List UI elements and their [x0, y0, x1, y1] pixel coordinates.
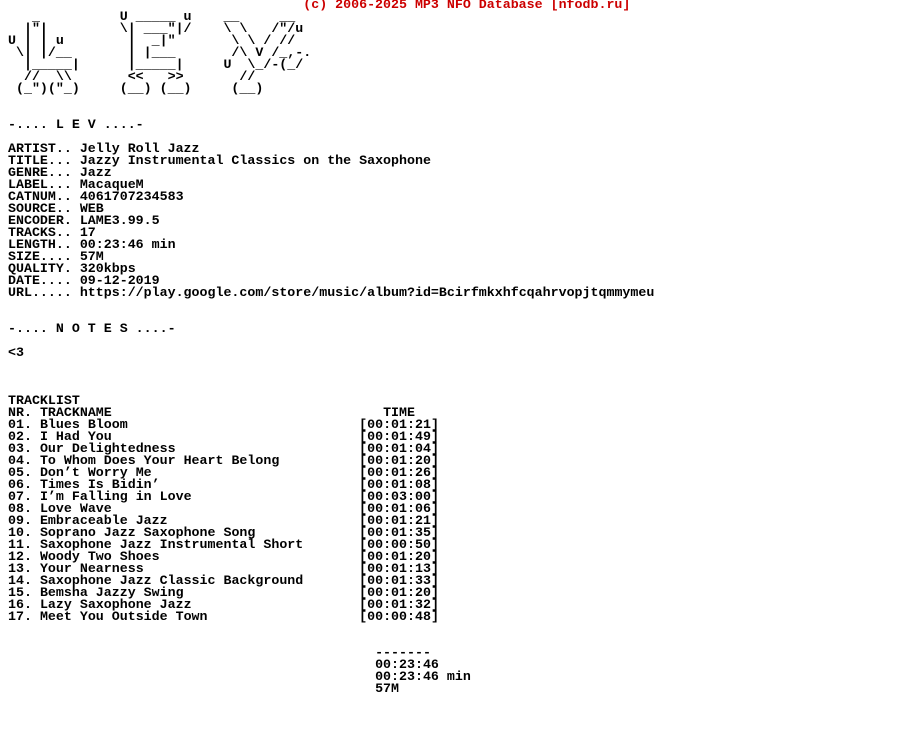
track-time: [00:01:32] — [359, 597, 439, 612]
release-info-key: URL..... — [8, 285, 72, 300]
release-info-row — [8, 287, 654, 299]
release-info-key: SOURCE.. — [8, 201, 72, 216]
track-name: I’m Falling in Love — [39, 489, 192, 504]
ascii-art-line: |_____| |_____| U \_/-(_/ — [8, 57, 304, 72]
track-name: Meet You Outside Town — [39, 609, 208, 624]
track-time: [00:00:48] — [359, 609, 439, 624]
track-number: 09. — [8, 513, 32, 528]
tracklist-block — [8, 419, 654, 623]
release-info-key: LABEL... — [8, 177, 72, 192]
release-info-row — [8, 239, 654, 251]
track-name: Our Delightedness — [39, 441, 176, 456]
release-info-key: ENCODER. — [8, 213, 72, 228]
ascii-art-line: // \\ << >> // — [8, 69, 256, 84]
track-number: 17. — [8, 609, 32, 624]
track-name: Your Nearness — [39, 561, 144, 576]
release-info-key: ARTIST.. — [8, 141, 72, 156]
ascii-art-line: _ U _____ u __ __ — [8, 9, 296, 24]
track-number: 02. — [8, 429, 32, 444]
track-name: Love Wave — [39, 501, 112, 516]
release-info-value: https://play.google.com/store/music/album?id=Bcirfmkxhfcqahrvopjtqmmymeu — [79, 285, 655, 300]
track-number: 06. — [8, 477, 32, 492]
release-info-value: MacaqueM — [79, 177, 144, 192]
track-name: Don’t Worry Me — [39, 465, 152, 480]
release-info-value: WEB — [79, 201, 104, 216]
release-info-row — [8, 191, 654, 203]
ascii-art-line: \| |/__ | |___ /\ V /_,-. — [8, 45, 312, 60]
release-info-value: 57M — [79, 249, 104, 264]
track-name: Times Is Bidin’ — [39, 477, 160, 492]
track-name: Lazy Saxophone Jazz — [39, 597, 192, 612]
tracklist-heading: TRACKLIST — [8, 393, 80, 408]
track-name: Saxophone Jazz Instrumental Short — [39, 537, 304, 552]
release-info-value: 4061707234583 — [79, 189, 184, 204]
release-info-value: LAME3.99.5 — [79, 213, 160, 228]
release-info-value: 00:23:46 min — [79, 237, 176, 252]
release-info-value: Jazzy Instrumental Classics on the Saxophone — [79, 153, 431, 168]
track-number: 01. — [8, 417, 32, 432]
ascii-art-line: U | | u | _|" \ \ / // — [8, 33, 296, 48]
track-time: [00:03:00] — [359, 489, 439, 504]
track-number: 07. — [8, 489, 32, 504]
summary-total-size: 57M — [375, 681, 400, 696]
release-info-value: 09-12-2019 — [79, 273, 160, 288]
track-number: 04. — [8, 453, 32, 468]
ascii-art-line: (_")("_) (__) (__) (__) — [8, 81, 264, 96]
track-time: [00:00:50] — [359, 537, 439, 552]
release-info-value: Jelly Roll Jazz — [79, 141, 200, 156]
release-info-key: SIZE.... — [8, 249, 72, 264]
track-name: Soprano Jazz Saxophone Song — [39, 525, 256, 540]
release-info-value: 17 — [79, 225, 96, 240]
track-time: [00:01:20] — [359, 453, 439, 468]
release-info-key: QUALITY. — [8, 261, 72, 276]
release-info-key: TRACKS.. — [8, 225, 72, 240]
release-info-key: DATE.... — [8, 273, 72, 288]
track-time: [00:01:04] — [359, 441, 439, 456]
summary-separator: ------- — [375, 645, 431, 660]
track-time: [00:01:26] — [359, 465, 439, 480]
track-time: [00:01:33] — [359, 573, 439, 588]
track-name: Saxophone Jazz Classic Background — [39, 573, 304, 588]
track-time: [00:01:21] — [359, 513, 439, 528]
track-name: I Had You — [39, 429, 112, 444]
nfo-document — [8, 0, 654, 695]
copyright-line: (c) 2006-2025 MP3 NFO Database [nfodb.ru] — [8, 0, 631, 12]
track-time: [00:01:08] — [359, 477, 439, 492]
ascii-art-line: |"| \| ___"|/ \ \ /"/u — [8, 21, 304, 36]
track-number: 08. — [8, 501, 32, 516]
track-time: [00:01:06] — [359, 501, 439, 516]
track-time: [00:01:35] — [359, 525, 439, 540]
track-name: Blues Bloom — [39, 417, 128, 432]
release-info-key: GENRE... — [8, 165, 72, 180]
column-nr: NR. — [8, 405, 32, 420]
column-trackname: TRACKNAME — [39, 405, 112, 420]
track-name: To Whom Does Your Heart Belong — [39, 453, 280, 468]
release-info-value: 320kbps — [79, 261, 136, 276]
track-number: 10. — [8, 525, 32, 540]
track-number: 05. — [8, 465, 32, 480]
release-info-key: LENGTH.. — [8, 237, 72, 252]
release-info-block — [8, 143, 654, 299]
track-number: 03. — [8, 441, 32, 456]
release-info-key: CATNUM.. — [8, 189, 72, 204]
track-time: [00:01:49] — [359, 429, 439, 444]
track-number: 14. — [8, 573, 32, 588]
track-time: [00:01:20] — [359, 585, 439, 600]
track-time: [00:01:13] — [359, 561, 439, 576]
summary-total-time: 00:23:46 — [375, 657, 439, 672]
summary-total-length: 00:23:46 min — [375, 669, 471, 684]
track-row — [8, 611, 654, 623]
track-number: 13. — [8, 561, 32, 576]
column-time: TIME — [383, 405, 415, 420]
track-name: Bemsha Jazzy Swing — [39, 585, 184, 600]
release-info-row — [8, 215, 654, 227]
release-info-key: TITLE... — [8, 153, 72, 168]
group-header-title: -.... L E V ....- — [8, 117, 144, 132]
track-name: Embraceable Jazz — [39, 513, 168, 528]
release-info-value: Jazz — [79, 165, 112, 180]
track-name: Woody Two Shoes — [39, 549, 160, 564]
track-number: 12. — [8, 549, 32, 564]
track-time: [00:01:20] — [359, 549, 439, 564]
track-number: 11. — [8, 537, 32, 552]
track-number: 15. — [8, 585, 32, 600]
notes-text: <3 — [8, 345, 24, 360]
track-time: [00:01:21] — [359, 417, 439, 432]
notes-title: -.... N O T E S ....- — [8, 321, 176, 336]
track-number: 16. — [8, 597, 32, 612]
